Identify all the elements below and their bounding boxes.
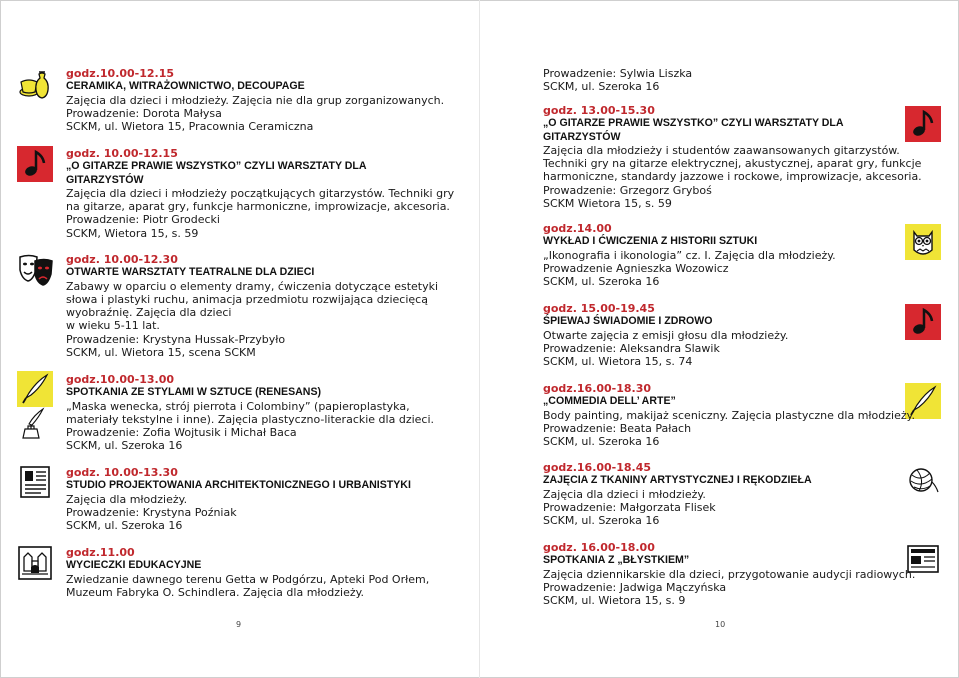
event-line: Zajęcia dla dzieci i młodzieży. Zajęcia nie dla grup zorganizowanych. xyxy=(66,93,445,107)
event-line: Prowadzenie: Grzegorz Gryboś xyxy=(543,183,712,197)
event-line: materiały tekstylne i inne). Zajęcia plastyczno-literackie dla dzieci. xyxy=(66,412,435,426)
event-time: godz. 10.00-13.30 xyxy=(66,466,178,479)
event-time: godz.14.00 xyxy=(543,222,612,235)
event-line: Zajęcia dla młodzieży. xyxy=(66,492,188,506)
event-line: SCKM, ul. Szeroka 16 xyxy=(543,514,660,528)
event-line: Prowadzenie: Sylwia Liszka xyxy=(543,67,693,80)
event-line: SCKM, ul. Szeroka 16 xyxy=(543,275,660,289)
event-time: godz.16.00-18.30 xyxy=(543,382,652,395)
event-line: Body painting, makijaż sceniczny. Zajęcia plastyczne dla młodzieży. xyxy=(543,408,916,422)
event-line: Zwiedzanie dawnego terenu Getta w Podgórzu, Apteki Pod Orłem, xyxy=(66,572,430,586)
music-note-icon xyxy=(905,304,941,340)
event-line: Prowadzenie: Piotr Grodecki xyxy=(66,213,220,227)
event-right-5 xyxy=(543,461,812,527)
event-time: godz.10.00-13.00 xyxy=(66,373,175,386)
page-number-left: 9 xyxy=(236,620,242,629)
event-line: Otwarte zajęcia z emisji głosu dla młodzieży. xyxy=(543,328,789,342)
event-title: ŚPIEWAJ ŚWIADOMIE I ZDROWO xyxy=(543,315,713,328)
event-line: w wieku 5-11 lat. xyxy=(66,319,160,333)
event-line: Prowadzenie: Krystyna Hussak-Przybyło xyxy=(66,332,286,346)
event-line: SCKM, ul. Wietora 15, scena SCKM xyxy=(66,346,256,360)
owl-icon xyxy=(905,224,941,260)
event-time: godz. 15.00-19.45 xyxy=(543,302,655,315)
event-line: wyobraźnię. Zajęcia dla dzieci xyxy=(66,306,232,320)
event-time: godz. 16.00-18.00 xyxy=(543,541,655,554)
city-crest-icon xyxy=(17,545,53,581)
event-title: „O GITARZE PRAWIE WSZYSTKO” CZYLI WARSZTATY DLA xyxy=(66,160,367,173)
event-line: SCKM, ul. Wietora 15, s. 74 xyxy=(543,355,693,369)
architecture-plan-icon xyxy=(17,464,53,500)
event-line: Techniki gry na gitarze elektrycznej, akustycznej, aparat gry, funkcje xyxy=(543,157,922,171)
event-line: harmoniczne, standardy jazzowe i rockowe, improwizacje, akcesoria. xyxy=(543,170,922,184)
event-left-4 xyxy=(66,373,434,453)
event-line: Prowadzenie: Beata Pałach xyxy=(543,421,692,435)
event-title: STUDIO PROJEKTOWANIA ARCHITEKTONICZNEGO I URBANISTYKI xyxy=(66,479,411,492)
event-line: SCKM, ul. Szeroka 16 xyxy=(66,519,183,533)
event-line: Prowadzenie: Aleksandra Slawik xyxy=(543,341,720,355)
event-line: słowa i plastyki ruchu, animacja przedmiotu rozwijająca dziecięcą xyxy=(66,292,428,306)
event-line: SCKM, ul. Szeroka 16 xyxy=(66,439,183,453)
event-time: godz.11.00 xyxy=(66,546,135,559)
pottery-vase-icon xyxy=(17,66,53,102)
event-line: SCKM, ul. Szeroka 16 xyxy=(543,80,660,94)
quill-pen-icon xyxy=(17,371,53,407)
inkwell-quill-icon xyxy=(17,407,53,443)
event-title: SPOTKANIA Z „BŁYSTKIEM” xyxy=(543,554,690,567)
event-time: godz. 13.00-15.30 xyxy=(543,104,655,117)
event-line: Zabawy w oparciu o elementy dramy, ćwiczenia dotyczące estetyki xyxy=(66,279,439,293)
event-title: CERAMIKA, WITRAŻOWNICTWO, DECOUPAGE xyxy=(66,80,305,93)
event-title: GITARZYSTÓW xyxy=(66,173,144,186)
event-line: SCKM Wietora 15, s. 59 xyxy=(543,197,672,211)
event-title: WYCIECZKI EDUKACYJNE xyxy=(66,559,202,572)
event-right-1 xyxy=(543,104,922,210)
event-line: Zajęcia dla młodzieży i studentów zaawansowanych gitarzystów. xyxy=(543,143,900,157)
event-line: Zajęcia dla dzieci i młodzieży. xyxy=(543,487,706,501)
event-title: OTWARTE WARSZTATY TEATRALNE DLA DZIECI xyxy=(66,266,315,279)
event-title: WYKŁAD I ĆWICZENIA Z HISTORII SZTUKI xyxy=(543,235,758,248)
event-line: Prowadzenie Agnieszka Wozowicz xyxy=(543,261,729,275)
event-time: godz.10.00-12.15 xyxy=(66,67,175,80)
event-right-6 xyxy=(543,541,915,607)
event-left-3 xyxy=(66,253,438,359)
event-line: SCKM, ul. Szeroka 16 xyxy=(543,435,660,449)
yarn-ball-icon xyxy=(905,462,941,498)
theater-masks-icon xyxy=(17,252,55,288)
event-time: godz.16.00-18.45 xyxy=(543,461,652,474)
event-left-1 xyxy=(66,67,444,133)
carryover-lead xyxy=(543,67,692,94)
event-right-4 xyxy=(543,382,915,448)
event-title: ZAJĘCIA Z TKANINY ARTYSTYCZNEJ I RĘKODZIEŁA xyxy=(543,474,812,487)
event-right-2 xyxy=(543,222,836,288)
event-title: „COMMEDIA DELL’ ARTE” xyxy=(543,395,676,408)
event-line: SCKM, ul. Wietora 15, s. 9 xyxy=(543,594,686,608)
event-line: Zajęcia dziennikarskie dla dzieci, przygotowanie audycji radiowych. xyxy=(543,567,916,581)
event-left-6 xyxy=(66,546,429,599)
event-line: „Ikonografia i ikonologia” cz. I. Zajęcia dla młodzieży. xyxy=(543,248,836,262)
event-time: godz. 10.00-12.15 xyxy=(66,147,178,160)
page-number-right: 10 xyxy=(715,620,726,629)
event-line: SCKM, ul. Wietora 15, Pracownia Ceramiczna xyxy=(66,120,314,134)
music-note-icon xyxy=(17,146,53,182)
event-time: godz. 10.00-12.30 xyxy=(66,253,178,266)
event-title: SPOTKANIA ZE STYLAMI W SZTUCE (RENESANS) xyxy=(66,386,322,399)
event-line: na gitarze, aparat gry, funkcje harmoniczne, improwizacje, akcesoria. xyxy=(66,200,450,214)
event-line: „Maska wenecka, strój pierrota i Colombiny” (papieroplastyka, xyxy=(66,399,410,413)
event-line: Prowadzenie: Zofia Wojtusik i Michał Baca xyxy=(66,426,297,440)
event-line: Prowadzenie: Dorota Małysa xyxy=(66,106,222,120)
event-line: Muzeum Fabryka O. Schindlera. Zajęcia dla młodzieży. xyxy=(66,585,365,599)
event-line: Prowadzenie: Jadwiga Mączyńska xyxy=(543,580,727,594)
event-left-2 xyxy=(66,147,454,240)
event-title: GITARZYSTÓW xyxy=(543,130,621,143)
event-right-3 xyxy=(543,302,788,368)
page-spine xyxy=(479,0,480,678)
event-line: Prowadzenie: Małgorzata Flisek xyxy=(543,500,716,514)
event-left-5 xyxy=(66,466,411,532)
event-title: „O GITARZE PRAWIE WSZYSTKO” CZYLI WARSZTATY DLA xyxy=(543,117,844,130)
event-line: Prowadzenie: Krystyna Poźniak xyxy=(66,505,237,519)
event-line: Zajęcia dla dzieci i młodzieży początkujących gitarzystów. Techniki gry xyxy=(66,186,455,200)
event-line: SCKM, Wietora 15, s. 59 xyxy=(66,226,199,240)
